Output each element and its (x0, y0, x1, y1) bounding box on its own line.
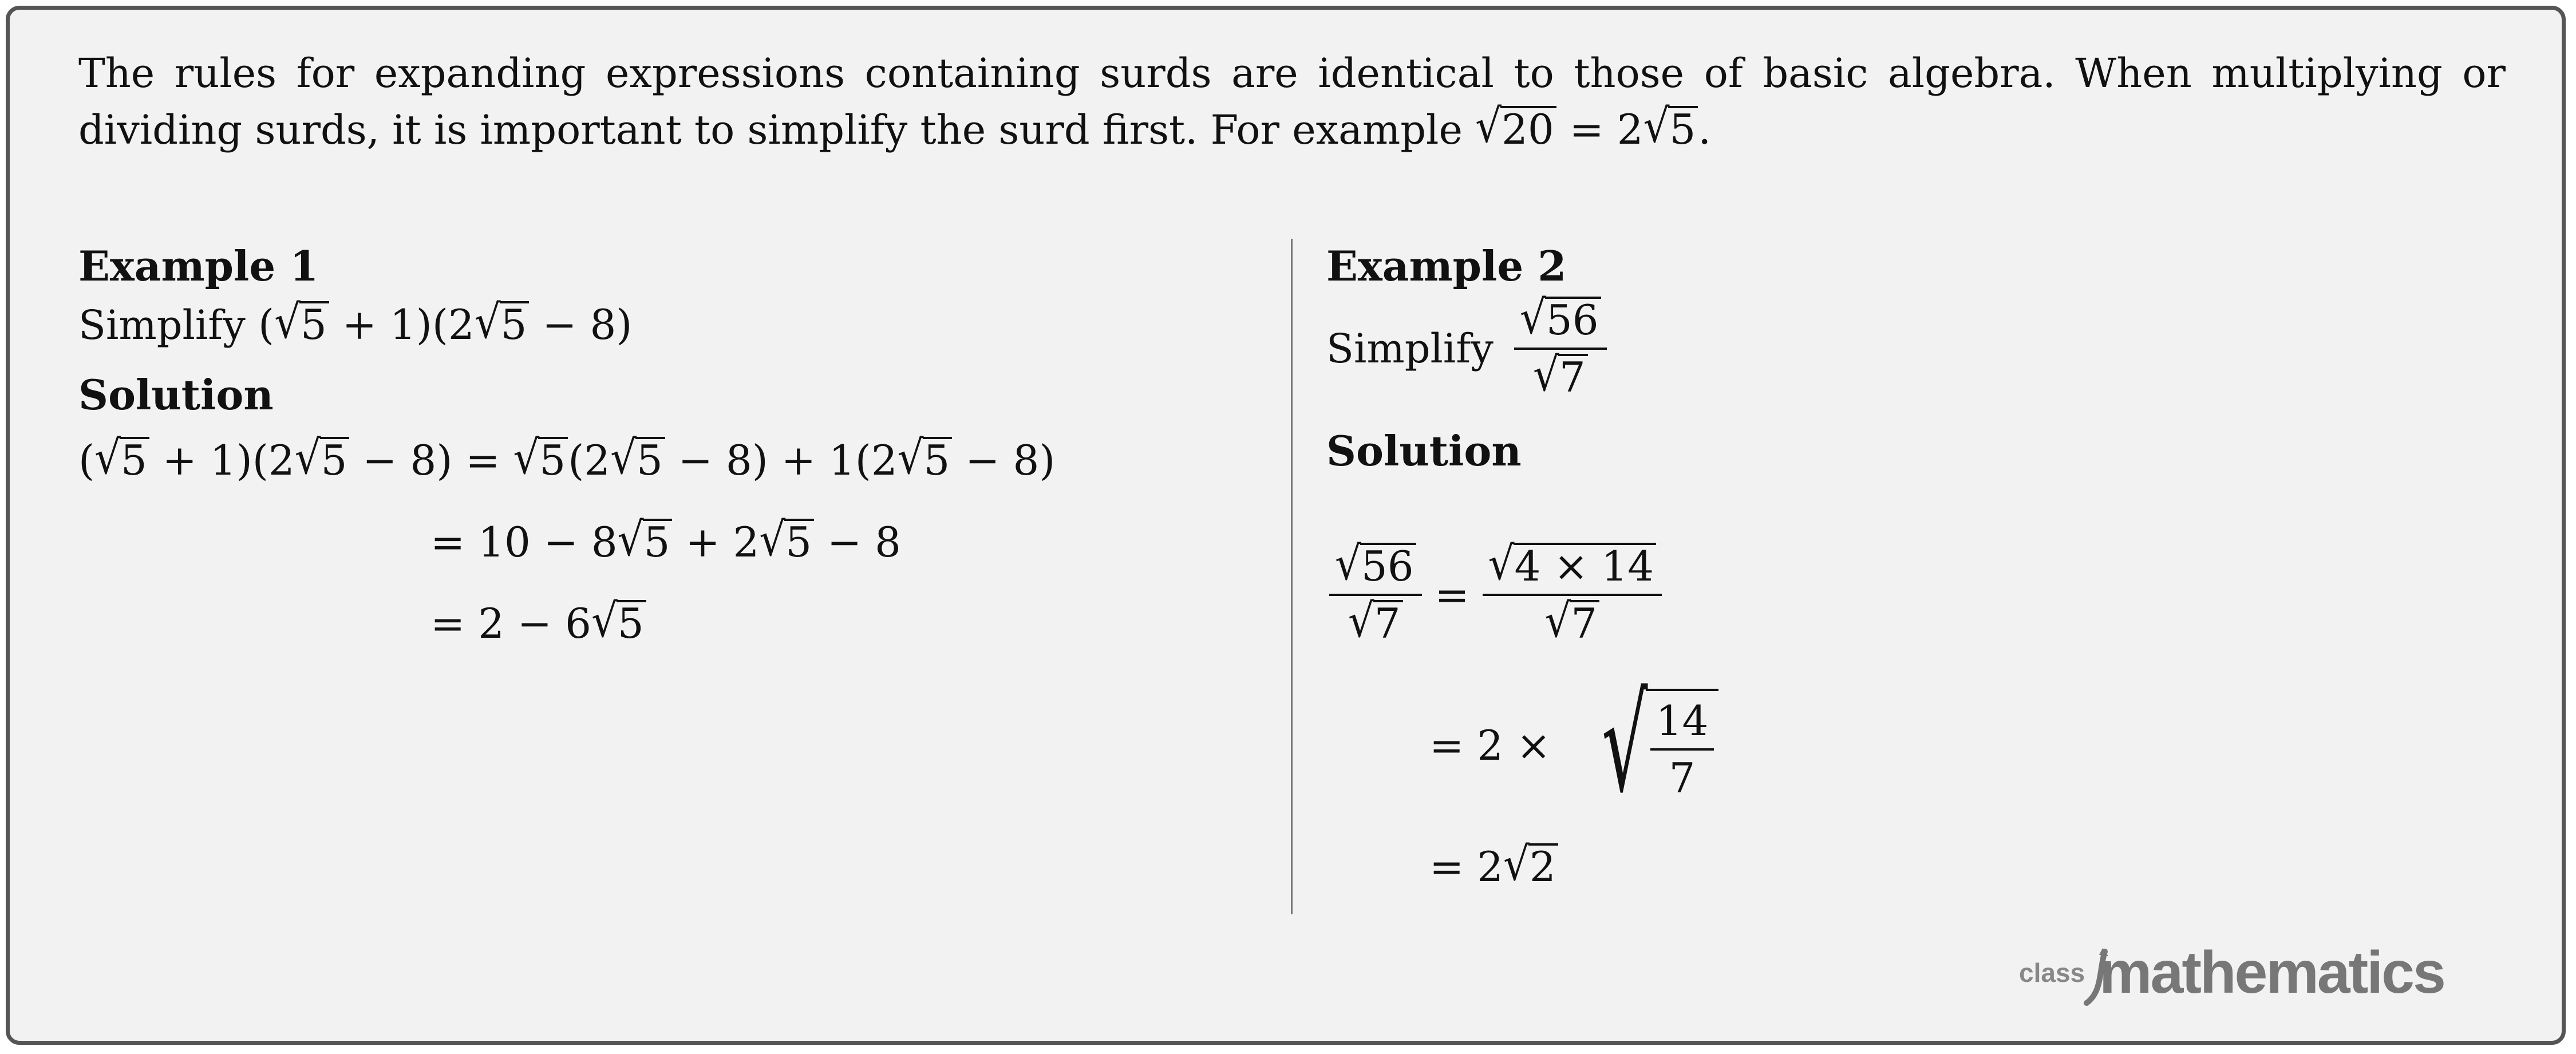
example-1-step-3: = 2 − 6√5 (430, 599, 646, 648)
example-2-step-3: = 2√2 (1429, 843, 1558, 891)
class-mathematics-logo (2013, 934, 2506, 1009)
example-2-heading: Example 2 (1326, 242, 1567, 290)
intro-example-equation: √20 = 2√5. (1475, 99, 1712, 153)
example-1-prompt (78, 294, 633, 349)
example-1-solution-heading: Solution (78, 370, 274, 419)
intro-line-2-text: dividing surds, it is important to simplify the surd first. For example (78, 106, 1463, 153)
intro-line-1: The rules for expanding expressions containing surds are identical to those of basic algebra. When multiplying or (78, 50, 2506, 97)
example-1-heading: Example 1 (78, 242, 319, 290)
example-2-prompt (1326, 290, 1607, 401)
logo-main: mathematics (2099, 939, 2444, 1006)
intro-line-2 (78, 101, 2506, 158)
logo-prefix: class (2019, 958, 2085, 988)
example-2-step-2: = 2 × √ $\frac{14}{7}$ (1429, 680, 1718, 811)
example-2-fraction: $\frac{√56}{√7}$ (1514, 296, 1607, 401)
example-2-solution-heading: Solution (1326, 427, 1522, 475)
example-2-prompt-text: Simplify (1326, 325, 1494, 372)
example-1-expression: (√5 + 1)(2√5 − 8) (258, 294, 633, 349)
example-1-prompt-text: Simplify (78, 302, 246, 349)
example-1-step-2: = 10 − 8√5 + 2√5 − 8 (430, 512, 901, 566)
column-divider (1291, 239, 1293, 914)
intro-paragraph (78, 45, 2506, 158)
example-1-step-1: (√5 + 1)(2√5 − 8) = √5(2√5 − 8) + 1(2√5 − 8) (78, 430, 1056, 484)
content-card (6, 6, 2566, 1045)
example-2-step-1: $\frac{√56}{√7}$ = $\frac{√4 \times 14}{√7}$ (1329, 542, 1662, 648)
